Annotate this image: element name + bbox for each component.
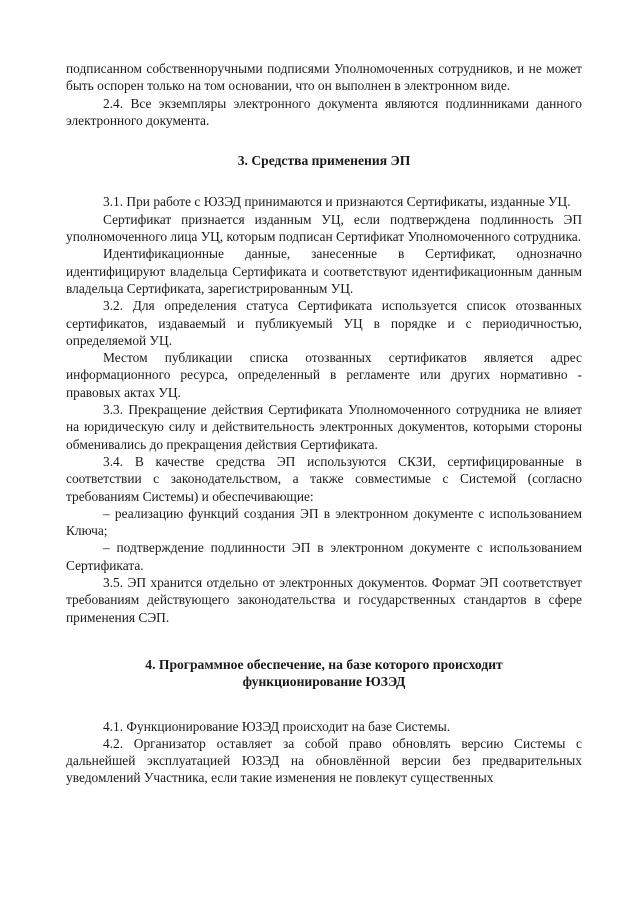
paragraph-4-1: 4.1. Функционирование ЮЗЭД происходит на базе Системы.	[103, 718, 451, 734]
paragraph-3-1: 3.1. При работе с ЮЗЭД принимаются и признаются Сертификаты, изданные УЦ.	[103, 194, 571, 210]
paragraph-3-3: 3.3. Прекращение действия Сертификата Уполномоченного сотрудника не влияет на юридическую силу и действительность электронных документов, которыми стороны обменивались до прекращения действия Сертификата.	[66, 402, 582, 452]
list-item-signature-creation: – реализацию функций создания ЭП в электронном документе с использованием Ключа;	[66, 505, 582, 539]
paragraph-3-4: 3.4. В качестве средства ЭП используются СКЗИ, сертифицированные в соответствии с законодательством, а также совместимые с Системой (согласно требованиям Системы) и обеспечивающие:	[66, 453, 582, 504]
paragraph-publication-place: Местом публикации списка отозванных сертификатов является адрес информационного ресурса, определенный в регламенте или других нормативно - правовых актах УЦ.	[66, 350, 582, 400]
paragraph-3-2: 3.2. Для определения статуса Сертификата используется список отозванных сертификатов, издаваемый и публикуемый УЦ в порядке и с периодичностью, определяемой УЦ.	[66, 298, 582, 348]
section-4-heading	[66, 656, 582, 691]
paragraph-certificate-issued: Сертификат признается изданным УЦ, если подтверждена подлинность ЭП уполномоченного лица УЦ, которым подписан Сертификат Уполномоченного сотрудника.	[66, 211, 582, 245]
section-3-heading: 3. Средства применения ЭП	[237, 153, 411, 169]
document-page	[66, 60, 582, 787]
paragraph-3-5: 3.5. ЭП хранится отдельно от электронных документов. Формат ЭП соответствует требованиям действующего законодательства и государственных стандартов в сфере применения СЭП.	[66, 575, 582, 625]
intro-paragraph: подписанном собственноручными подписями Уполномоченных сотрудников, и не может быть оспорен только на том основании, что он выполнен в электронном виде.	[66, 61, 582, 94]
paragraph-identification-data: Идентификационные данные, занесенные в Сертификат, однозначно идентифицируют владельца Сертификата и соответствуют идентификационным данным владельца Сертификата, зарегистрированным УЦ.	[66, 246, 582, 296]
list-item-signature-verification: – подтверждение подлинности ЭП в электронном документе с использованием Сертификата.	[66, 540, 582, 573]
paragraph-4-2: 4.2. Организатор оставляет за собой право обновлять версию Системы с дальнейшей эксплуатацией ЮЗЭД на обновлённой версии без предварительных уведомлений Участника, если такие изменения не повлекут существенных	[66, 735, 582, 786]
section-4-heading-line-1: 4. Программное обеспечение, на базе которого происходит	[145, 656, 503, 672]
section-4-heading-line-2: функционирование ЮЗЭД	[242, 674, 406, 690]
paragraph-2-4: 2.4. Все экземпляры электронного документа являются подлинниками данного электронного документа.	[66, 95, 582, 128]
